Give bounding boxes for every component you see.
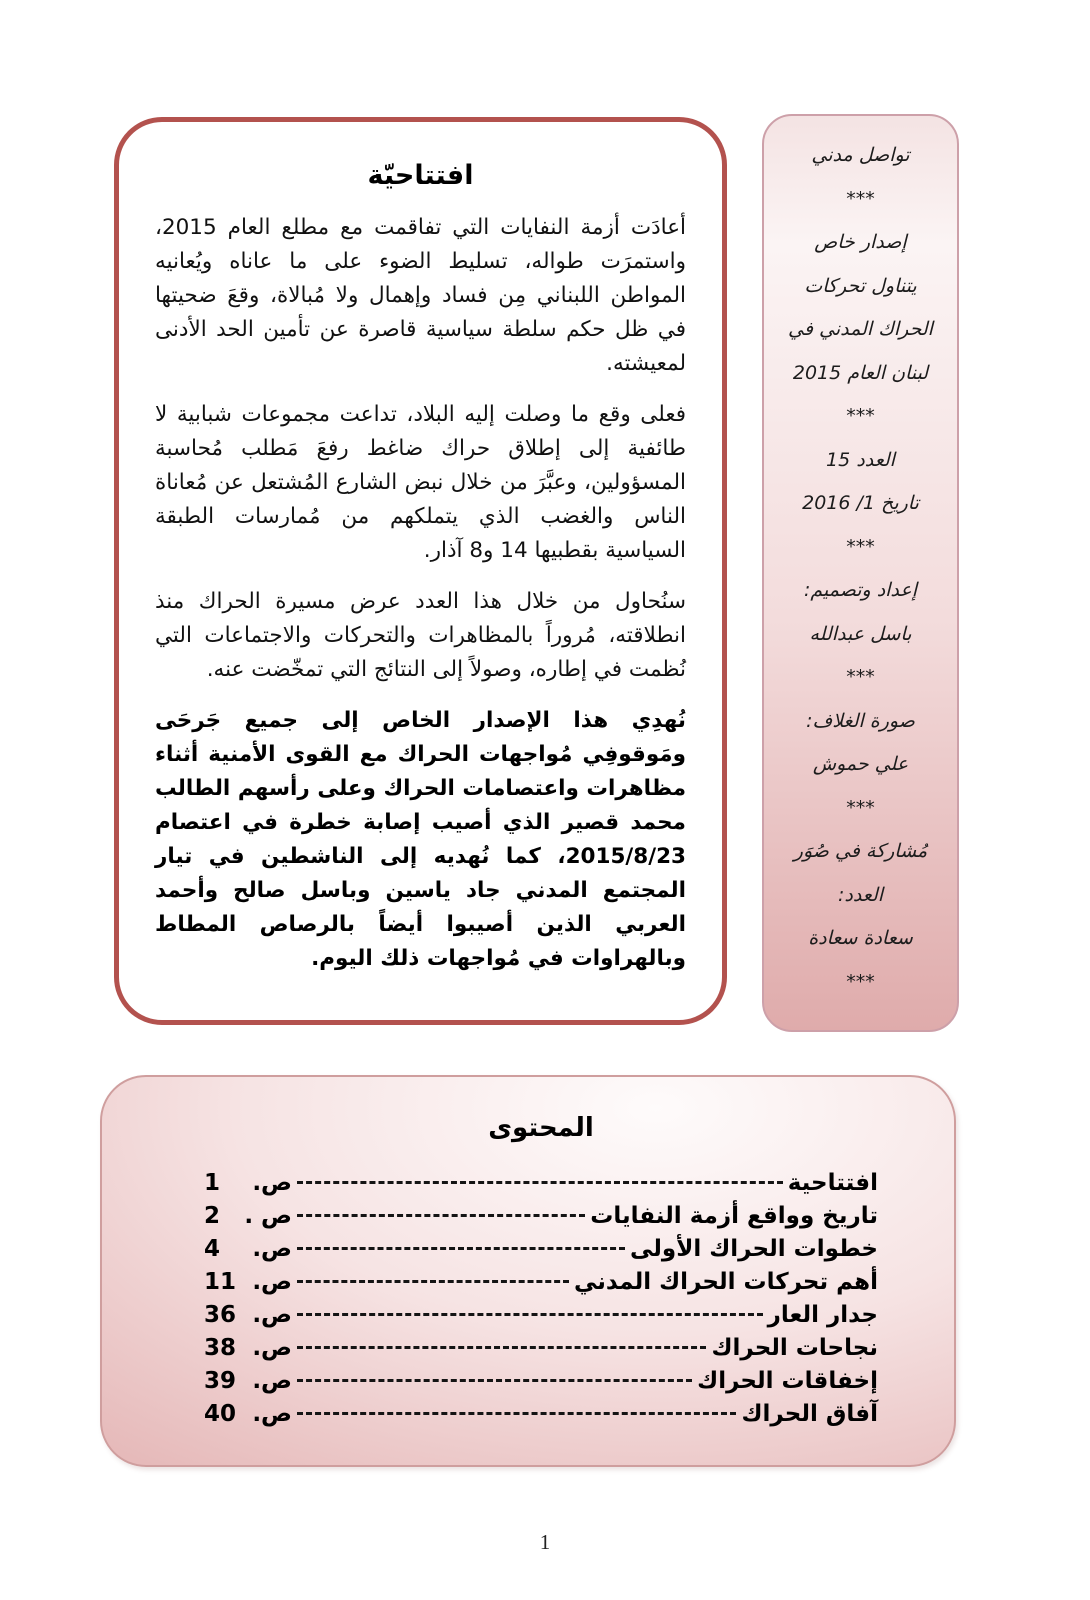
toc-item-title: افتتاحية [787,1170,878,1196]
toc-row [204,1299,878,1332]
toc-page-label: ص. [252,1269,292,1295]
toc-page-number: 1 [204,1170,221,1196]
toc-row [204,1266,878,1299]
sidebar-issue-number: العدد 15 [826,448,895,471]
toc-page-ref [204,1167,292,1200]
toc-row [204,1365,878,1398]
toc-page-number: 11 [204,1269,237,1295]
separator-stars: *** [846,666,875,688]
toc-page-ref [204,1266,292,1299]
separator-stars: *** [846,187,875,210]
toc-page-number: 39 [204,1368,237,1394]
separator-stars: *** [846,970,875,993]
toc-item-title: جدار العار [767,1302,878,1328]
toc-item-title: تاريخ وواقع أزمة النفايات [590,1203,878,1229]
toc-dots [297,1181,783,1184]
sidebar-credit-name: باسل عبدالله [809,622,912,645]
sidebar-issue-date: تاريخ 1/ 2016 [802,492,919,514]
toc-page-label: ص. [252,1170,292,1196]
dedication-paragraph: نُهدِي هذا الإصدار الخاص إلى جميع جَرحَى ومَوقوفِي مُواجهات الحراك مع القوى الأمنية أثناء مظاهرات واعتصامات الحراك وعلى رأسهم الطالب محمد قصير الذي أصيب إصابة خطرة في اعتصام 2015/8/23، كما نُهديه إلى الناشطين في تيار المجتمع المدني جاد ياسين وباسل صالح وأحمد العربي الذين أصيبوا أيضاً بالرصاص المطاط وبالهراوات في مُواجهات ذلك اليوم. [155,708,686,971]
sidebar-newsletter-name: تواصل مدني [811,144,910,166]
toc-page-ref [204,1200,292,1233]
toc-page-number: 40 [204,1401,237,1427]
toc-row [204,1233,878,1266]
sidebar-line: إصدار خاص [814,231,907,253]
editorial-title: افتتاحيّة [367,160,474,191]
sidebar-cover-photo-name: علي حموش [812,753,909,775]
sidebar-photos-credit-label: العدد: [837,883,884,906]
toc-dots [297,1412,736,1415]
toc-page-number: 2 [204,1203,221,1229]
editorial-box [114,117,727,1025]
editorial-paragraph-2: فعلى وقع ما وصلت إليه البلاد، تداعت مجموعات شبابية لا طائفية إلى إطلاق حراك ضاغط رفعَ مَطلب مُحاسبة المسؤولين، وعبَّرَ من خلال نبض الشارع المُشتعل عن مُعاناة الناس والغضب الذي يتملكهم من مُمارسات الطبقة السياسية بقطبيها 14 و8 آذار. [155,402,686,563]
separator-stars: *** [846,796,875,819]
editorial-paragraph-3: سنُحاول من خلال هذا العدد عرض مسيرة الحراك منذ انطلاقته، مُروراً بالمظاهرات والتحركات والاجتماعات التي نُظمت في إطاره، وصولاً إلى النتائج التي تمخّضت عنه. [155,589,686,682]
toc-dots [297,1379,692,1382]
toc-page-label: ص. [252,1401,292,1427]
toc-box [100,1075,956,1467]
toc-dots [297,1346,706,1349]
toc-page-ref [204,1299,292,1332]
sidebar-credit-label: إعداد وتصميم: [803,579,918,601]
toc-page-label: ص. [252,1368,292,1394]
toc-page-label: ص. [252,1335,292,1361]
toc-page-label: ص. [252,1236,292,1262]
toc-page-ref [204,1365,292,1398]
toc-item-title: نجاحات الحراك [711,1335,878,1361]
toc-row [204,1167,878,1200]
sidebar-line: يتناول تحركات [804,274,917,297]
sidebar-line: الحراك المدني في [788,318,933,340]
toc-page-number: 36 [204,1302,237,1328]
toc-item-title: أهم تحركات الحراك المدني [573,1269,878,1295]
toc-page-ref [204,1398,292,1431]
toc-row [204,1332,878,1365]
sidebar-photos-credit-label: مُشاركة في صُوَر [793,840,928,862]
toc-dots [297,1247,625,1250]
toc-page-ref [204,1332,292,1365]
toc-item-title: إخفاقات الحراك [697,1368,878,1394]
separator-stars: *** [846,535,875,558]
toc-title: المحتوى [488,1113,594,1143]
page-number: 1 [539,1530,551,1554]
issue-info-sidebar [762,114,959,1032]
toc-row [204,1200,878,1233]
editorial-paragraph-1: أعادَت أزمة النفايات التي تفاقمت مع مطلع العام 2015، واستمرَت طواله، تسليط الضوء على ما عاناه ويُعانيه المواطن اللبناني مِن فساد وإهمال ولا مُبالاة، وقعَ ضحيتها في ظل حكم سلطة سياسية قاصرة عن تأمين الحد الأدنى لمعيشته. [155,215,686,376]
toc-page-label: ص. [252,1302,292,1328]
toc-item-title: آفاق الحراك [741,1401,878,1427]
toc-page-number: 38 [204,1335,237,1361]
sidebar-line: لبنان العام 2015 [792,361,929,384]
separator-stars: *** [846,405,875,427]
toc-page-ref [204,1233,292,1266]
toc-page-label: ص . [244,1203,292,1229]
toc-row [204,1398,878,1431]
toc-dots [297,1280,569,1283]
sidebar-cover-photo-label: صورة الغلاف: [806,709,915,732]
toc-dots [297,1313,763,1316]
sidebar-photos-credit-name: سعادة سعادة [808,927,913,949]
toc-dots [297,1214,585,1217]
toc-item-title: خطوات الحراك الأولى [630,1236,878,1262]
toc-page-number: 4 [204,1236,221,1262]
